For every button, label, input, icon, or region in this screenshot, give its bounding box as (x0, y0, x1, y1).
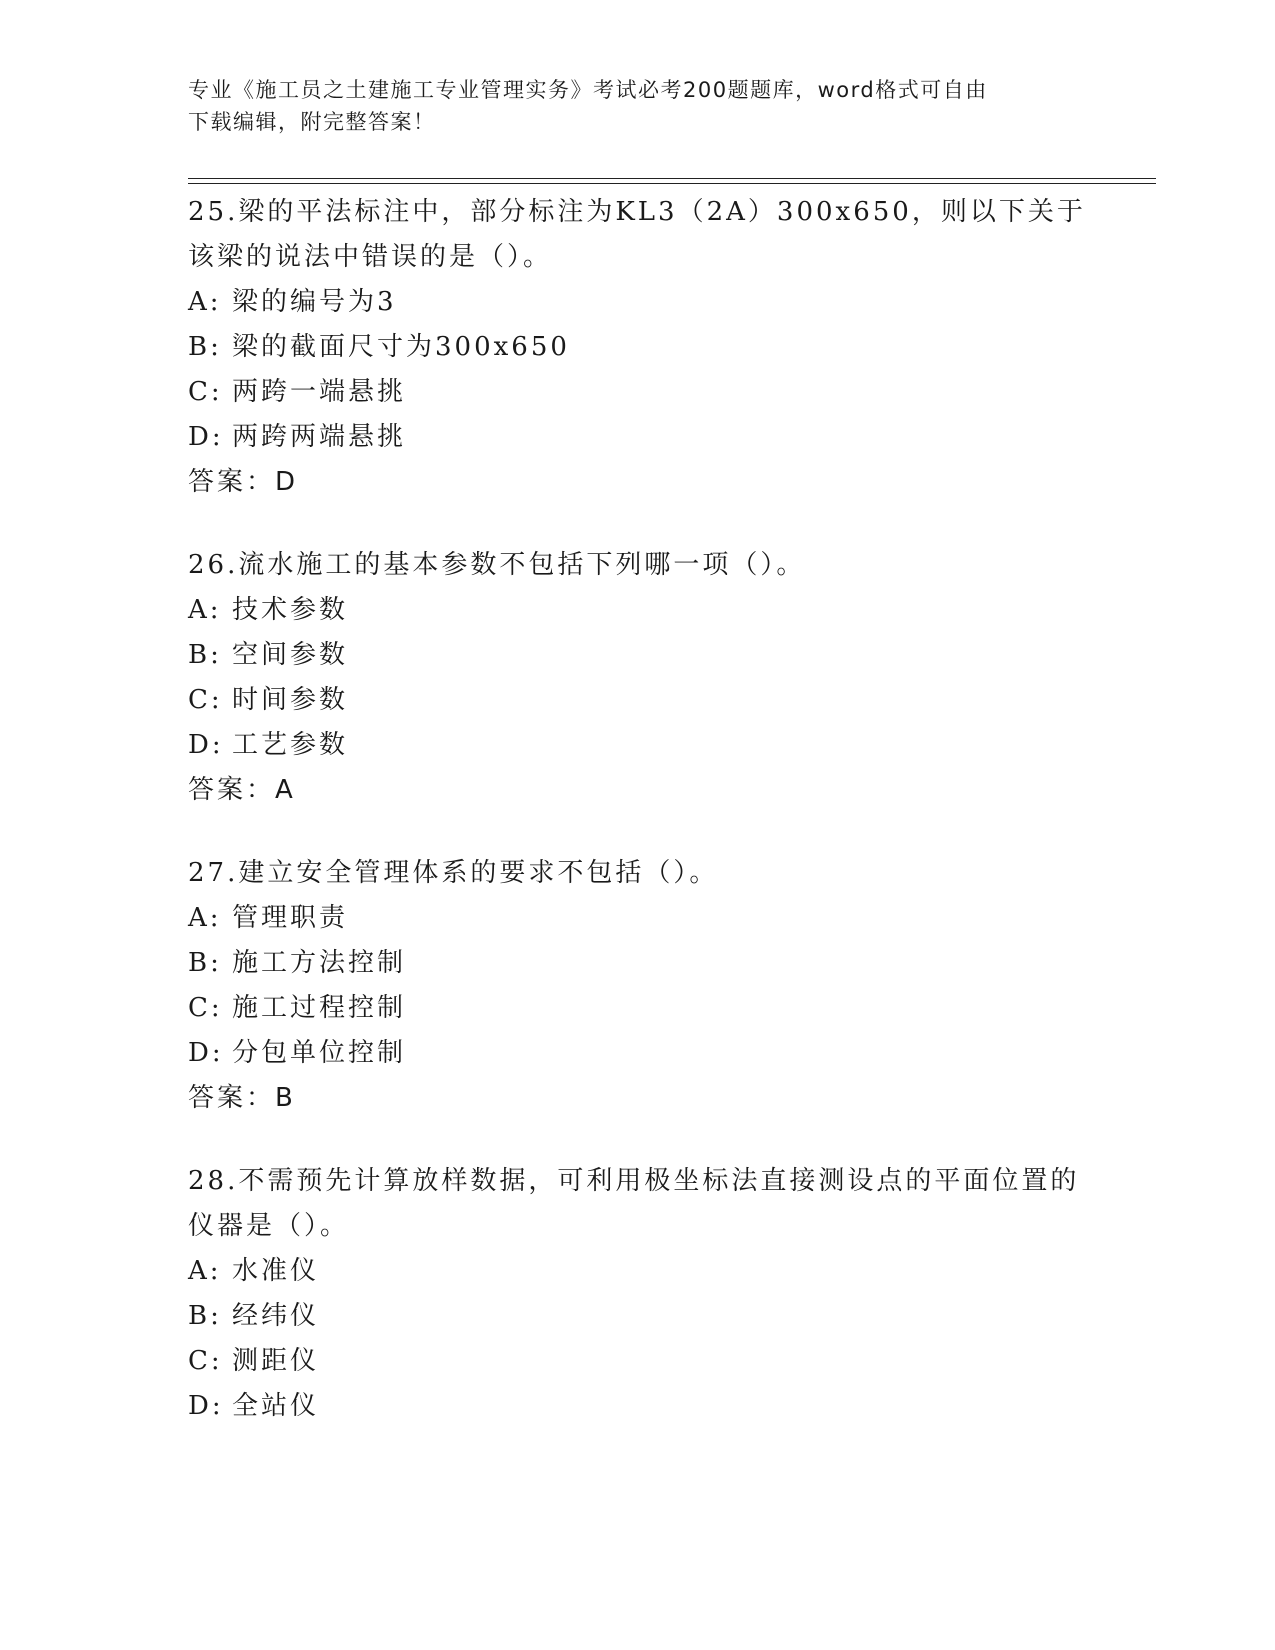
option-d (188, 723, 1088, 768)
option-key: C: (188, 993, 223, 1023)
question-stem: 27.建立安全管理体系的要求不包括（）。 (188, 858, 719, 888)
option-a (188, 896, 1088, 941)
option-text: 测距仪 (232, 1346, 320, 1376)
option-c (188, 678, 1088, 723)
header-line-1: 专业《施工员之土建施工专业管理实务》考试必考200题题库，word格式可自由 (188, 78, 988, 102)
option-text: 两跨一端悬挑 (232, 377, 407, 407)
answer-line: 答案：A (188, 775, 296, 805)
option-key: D: (188, 1038, 224, 1068)
option-key: C: (188, 685, 223, 715)
answer-line: 答案：D (188, 467, 299, 497)
option-text: 空间参数 (232, 640, 349, 670)
answer-line: 答案：B (188, 1083, 296, 1113)
header-line-2: 下载编辑，附完整答案！ (188, 110, 436, 134)
option-text: 水准仪 (232, 1256, 320, 1286)
option-a (188, 280, 1088, 325)
question-stem: 26.流水施工的基本参数不包括下列哪一项（）。 (188, 550, 806, 580)
option-text: 全站仪 (232, 1391, 320, 1421)
option-d (188, 415, 1088, 460)
question-27 (188, 851, 1088, 1121)
option-b (188, 633, 1088, 678)
option-key: A: (188, 903, 222, 933)
option-key: B: (188, 1301, 222, 1331)
option-key: A: (188, 1256, 222, 1286)
option-text: 梁的编号为3 (232, 287, 397, 317)
option-c (188, 370, 1088, 415)
option-b (188, 941, 1088, 986)
option-b (188, 325, 1088, 370)
question-stem: 28.不需预先计算放样数据，可利用极坐标法直接测设点的平面位置的仪器是（）。 (188, 1166, 1080, 1241)
option-c (188, 986, 1088, 1031)
option-text: 工艺参数 (232, 730, 349, 760)
option-text: 两跨两端悬挑 (232, 422, 407, 452)
question-28 (188, 1159, 1088, 1429)
option-text: 技术参数 (232, 595, 349, 625)
option-text: 分包单位控制 (232, 1038, 407, 1068)
option-text: 时间参数 (232, 685, 349, 715)
question-25 (188, 190, 1088, 505)
option-b (188, 1294, 1088, 1339)
option-key: C: (188, 1346, 223, 1376)
option-key: B: (188, 640, 222, 670)
option-a (188, 1249, 1088, 1294)
document-header (188, 74, 1088, 138)
option-text: 经纬仪 (232, 1301, 320, 1331)
option-key: A: (188, 595, 222, 625)
option-d (188, 1384, 1088, 1429)
question-stem: 25.梁的平法标注中，部分标注为KL3（2A）300x650，则以下关于该梁的说法中错误的是（）。 (188, 197, 1086, 272)
option-key: D: (188, 1391, 224, 1421)
option-text: 梁的截面尺寸为300x650 (232, 332, 570, 362)
option-key: D: (188, 422, 224, 452)
option-key: A: (188, 287, 222, 317)
option-key: B: (188, 332, 222, 362)
question-list (188, 190, 1088, 1467)
option-key: B: (188, 948, 222, 978)
option-c (188, 1339, 1088, 1384)
header-divider (188, 178, 1156, 184)
option-text: 管理职责 (232, 903, 349, 933)
question-26 (188, 543, 1088, 813)
option-key: D: (188, 730, 224, 760)
option-text: 施工方法控制 (232, 948, 407, 978)
option-key: C: (188, 377, 223, 407)
option-a (188, 588, 1088, 633)
option-d (188, 1031, 1088, 1076)
option-text: 施工过程控制 (232, 993, 407, 1023)
